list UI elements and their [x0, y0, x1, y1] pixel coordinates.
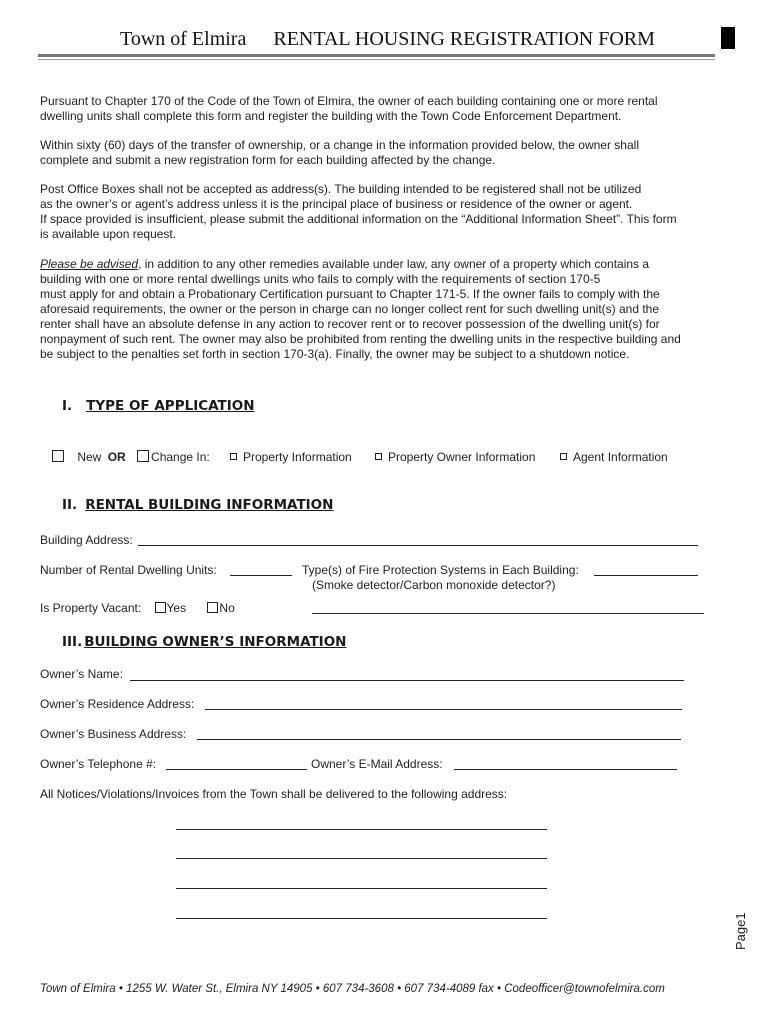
num-units-label: Number of Rental Dwelling Units: — [40, 563, 217, 577]
notice-address-line-4[interactable] — [176, 918, 547, 919]
num-units-field[interactable] — [230, 575, 292, 576]
email-label: Owner’s E-Mail Address: — [311, 757, 443, 771]
town-name: Town of Elmira — [120, 28, 247, 50]
footer-contact: Town of Elmira • 1255 W. Water St., Elmira NY 14905 • 607 734-3608 • 607 734-4089 fax • Codeofficer@townofelmira.com — [40, 983, 665, 995]
fire-protection-field-continued[interactable] — [312, 613, 704, 614]
telephone-label: Owner’s Telephone #: — [40, 757, 157, 771]
telephone-field[interactable] — [166, 769, 307, 770]
application-type-row — [52, 450, 210, 464]
email-field[interactable] — [454, 769, 677, 770]
form-header — [120, 28, 680, 54]
section-3-heading: III. BUILDING OWNER’S INFORMATION — [62, 634, 347, 650]
notices-label: All Notices/Violations/Invoices from the Town shall be delivered to the following address: — [40, 787, 508, 801]
change-in-checkbox[interactable] — [137, 450, 149, 462]
fire-protection-label: Type(s) of Fire Protection Systems in Each Building: — [302, 563, 579, 577]
fire-protection-hint: (Smoke detector/Carbon monoxide detector?) — [312, 578, 556, 592]
form-title: RENTAL HOUSING REGISTRATION FORM — [273, 28, 655, 50]
option-property-owner-information[interactable]: Property Owner Information — [375, 450, 535, 464]
advisory-paragraph: Please be advised, in addition to any other remedies available under law, any owner of a property which contains a building with one or more rental dwellings units who fails to comply with the requirements of section 170-5 must apply for and obtain a Probationary Certification pursuant to Chapter 171-5. If the owner fails to comply with the aforesaid requirements, the owner or the person in charge can no longer collect rent for such dwelling unit(s) and the renter shall have an absolute defense in any action to recover rent or to recover possession of the dwelling unit(s) for nonpayment of such rent. The owner may also be prohibited from renting the dwelling units in the respective building and be subject to the penalties set forth in section 170-3(a). Finally, the owner may be subject to a shutdown notice. — [40, 257, 681, 361]
vacant-no-checkbox[interactable] — [207, 602, 218, 613]
vacant-label: Is Property Vacant: — [40, 601, 142, 615]
business-address-field[interactable] — [197, 739, 681, 740]
intro-paragraph-2: Within sixty (60) days of the transfer of ownership, or a change in the information provided below, the owner shall complete and submit a new registration form for each building affected by the change. — [40, 138, 639, 167]
page-number: Page1 — [733, 912, 748, 950]
notice-address-line-1[interactable] — [176, 829, 547, 830]
building-address-label: Building Address: — [40, 533, 133, 547]
property-information-checkbox[interactable] — [230, 453, 237, 460]
vacant-row — [40, 601, 235, 615]
intro-paragraph-3: Post Office Boxes shall not be accepted as address(s). The building intended to be registered shall not be utilized as the owner’s or agent’s address unless it is the principal place of business or residence of the owner or agent. If space provided is insufficient, please submit the additional information on the “Additional Information Sheet”. This form is available upon request. — [40, 182, 677, 241]
property-owner-information-checkbox[interactable] — [375, 453, 382, 460]
option-agent-information[interactable]: Agent Information — [560, 450, 668, 464]
owner-name-label: Owner’s Name: — [40, 667, 123, 681]
notice-address-line-3[interactable] — [176, 888, 547, 889]
vacant-no-label: No — [219, 601, 235, 615]
new-label: New — [77, 450, 102, 464]
section-2-heading: II. RENTAL BUILDING INFORMATION — [62, 497, 334, 513]
or-label: OR — [107, 450, 126, 464]
change-in-label: Change In: — [151, 450, 210, 464]
agent-information-checkbox[interactable] — [560, 453, 567, 460]
fire-protection-field[interactable] — [594, 575, 698, 576]
notice-address-line-2[interactable] — [176, 858, 547, 859]
header-rule — [38, 54, 715, 57]
residence-address-label: Owner’s Residence Address: — [40, 697, 195, 711]
business-address-label: Owner’s Business Address: — [40, 727, 187, 741]
vacant-yes-checkbox[interactable] — [155, 602, 166, 613]
section-1-heading: I. TYPE OF APPLICATION — [62, 398, 255, 414]
advisory-lead: Please be advised — [40, 257, 139, 271]
option-property-information[interactable]: Property Information — [230, 450, 352, 464]
intro-paragraph-1: Pursuant to Chapter 170 of the Code of the Town of Elmira, the owner of each building containing one or more rental dwelling units shall complete this form and register the building with the Town Code Enforcement Department. — [40, 94, 658, 123]
residence-address-field[interactable] — [205, 709, 682, 710]
corner-black-mark — [721, 27, 735, 49]
vacant-yes-label: Yes — [166, 601, 187, 615]
new-checkbox[interactable] — [52, 450, 64, 462]
owner-name-field[interactable] — [130, 680, 684, 681]
building-address-field[interactable] — [138, 545, 698, 546]
header-rule-thin — [38, 59, 715, 60]
